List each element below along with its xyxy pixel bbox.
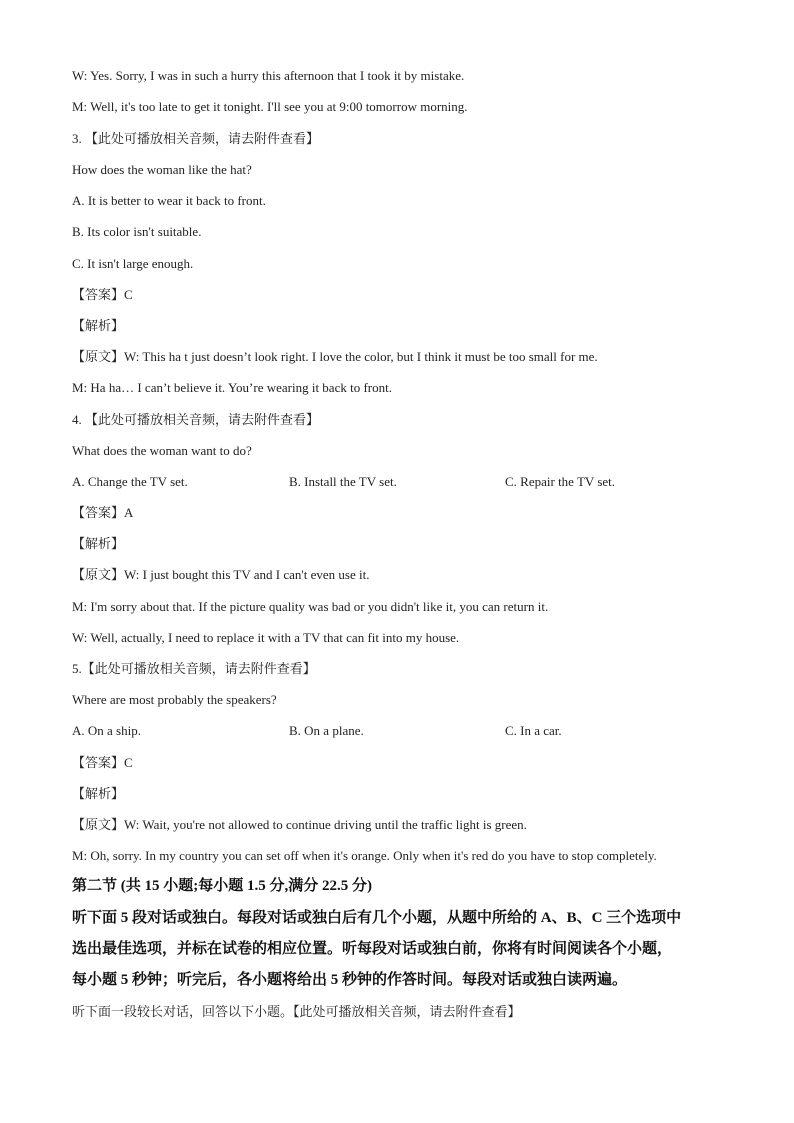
q3-question: How does the woman like the hat? bbox=[72, 162, 252, 177]
q5-question: Where are most probably the speakers? bbox=[72, 692, 277, 707]
q5-answer: 【答案】C bbox=[72, 755, 133, 770]
q4-header: 4. 【此处可播放相关音频，请去附件查看】 bbox=[72, 412, 320, 427]
q4-transcript-2: M: I'm sorry about that. If the picture quality was bad or you didn't like it, you can return it. bbox=[72, 599, 549, 614]
section-2-instruction-2: 选出最佳选项，并标在试卷的相应位置。听每段对话或独白前，你将有时间阅读各个小题， bbox=[72, 941, 673, 957]
section-2-title: 第二节 (共 15 小题;每小题 1.5 分,满分 22.5 分) bbox=[72, 878, 372, 894]
section-2-instruction-1: 听下面 5 段对话或独白。每段对话或独白后有几个小题，从题中所给的 A、B、C 三个选项中 bbox=[72, 910, 682, 926]
q4-answer: 【答案】A bbox=[72, 505, 134, 520]
q2-transcript-man: M: Well, it's too late to get it tonight. I'll see you at 9:00 tomorrow morning. bbox=[72, 99, 468, 114]
q5-header: 5.【此处可播放相关音频，请去附件查看】 bbox=[72, 661, 316, 676]
q5-transcript-1: 【原文】W: Wait, you're not allowed to continue driving until the traffic light is green. bbox=[72, 817, 527, 832]
q3-transcript-2: M: Ha ha… I can’t believe it. You’re wearing it back to front. bbox=[72, 380, 392, 395]
q4-option-c: C. Repair the TV set. bbox=[505, 474, 616, 489]
q3-option-c: C. It isn't large enough. bbox=[72, 256, 194, 271]
q4-analysis: 【解析】 bbox=[72, 536, 125, 551]
q5-transcript-2: M: Oh, sorry. In my country you can set off when it's orange. Only when it's red do you have to stop completely. bbox=[72, 848, 657, 863]
q3-answer: 【答案】C bbox=[72, 287, 133, 302]
q5-analysis: 【解析】 bbox=[72, 786, 125, 801]
q5-option-c: C. In a car. bbox=[505, 723, 562, 738]
q3-header: 3. 【此处可播放相关音频，请去附件查看】 bbox=[72, 131, 320, 146]
q4-option-b: B. Install the TV set. bbox=[289, 474, 397, 489]
section-2-instruction-3: 每小题 5 秒钟；听完后，各小题将给出 5 秒钟的作答时间。每段对话或独白读两遍。 bbox=[72, 972, 628, 988]
q3-option-a: A. It is better to wear it back to front. bbox=[72, 193, 266, 208]
q4-option-a: A. Change the TV set. bbox=[72, 474, 188, 489]
q4-transcript-3: W: Well, actually, I need to replace it with a TV that can fit into my house. bbox=[72, 630, 460, 645]
q3-transcript-1: 【原文】W: This ha t just doesn’t look right. I love the color, but I think it must be too small for me. bbox=[72, 349, 598, 364]
q3-analysis: 【解析】 bbox=[72, 318, 125, 333]
q4-question: What does the woman want to do? bbox=[72, 443, 252, 458]
q4-transcript-1: 【原文】W: I just bought this TV and I can't even use it. bbox=[72, 567, 370, 582]
q5-option-b: B. On a plane. bbox=[289, 723, 364, 738]
section-2-lead: 听下面一段较长对话，回答以下小题。【此处可播放相关音频，请去附件查看】 bbox=[72, 1004, 521, 1019]
q3-option-b: B. Its color isn't suitable. bbox=[72, 224, 202, 239]
q2-transcript-woman: W: Yes. Sorry, I was in such a hurry this afternoon that I took it by mistake. bbox=[72, 68, 465, 83]
q5-option-a: A. On a ship. bbox=[72, 723, 141, 738]
